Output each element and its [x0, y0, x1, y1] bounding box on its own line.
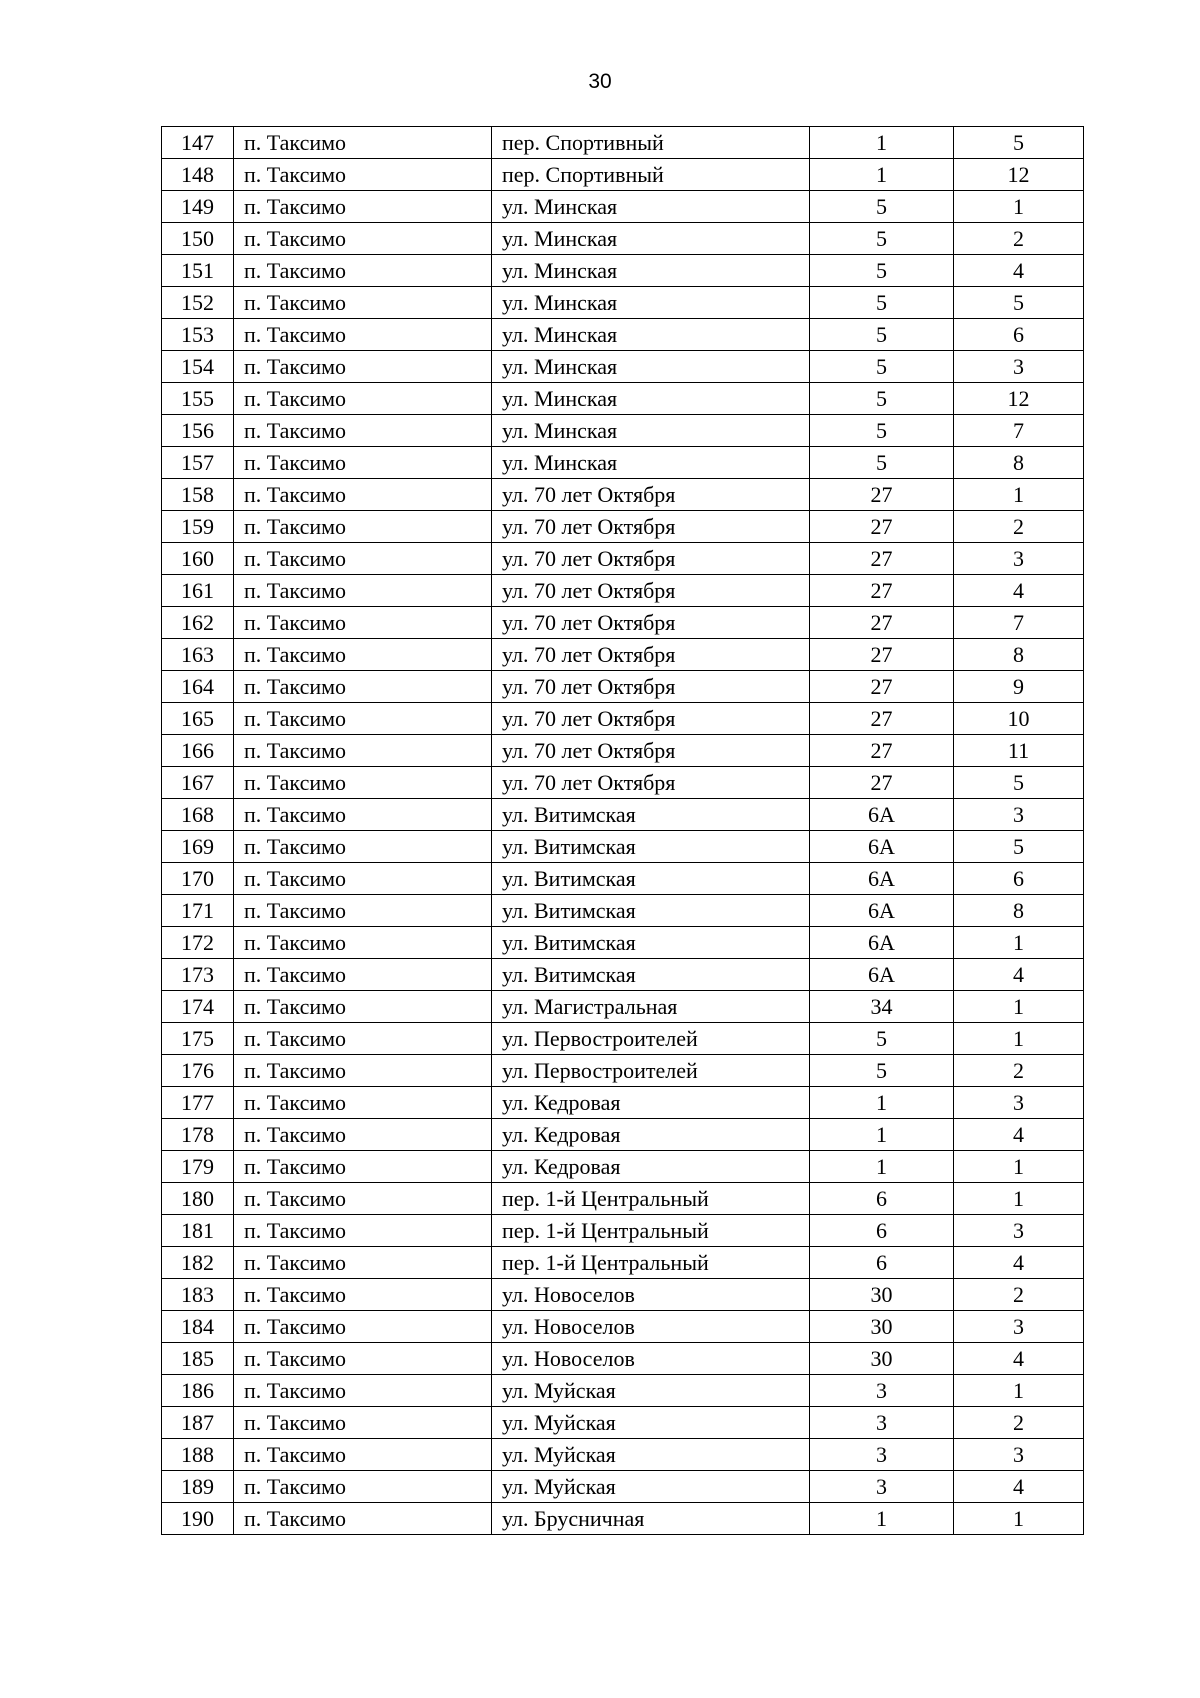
row-number-cell: 150 [162, 223, 234, 255]
settlement-cell: п. Таксимо [234, 895, 492, 927]
table-row [162, 991, 1084, 1023]
street-cell: пер. Спортивный [492, 127, 810, 159]
house-number-cell: 1 [810, 127, 954, 159]
street-cell: ул. Муйская [492, 1407, 810, 1439]
settlement-cell: п. Таксимо [234, 1279, 492, 1311]
street-cell: ул. Новоселов [492, 1343, 810, 1375]
street-cell: ул. Минская [492, 351, 810, 383]
house-number-cell: 30 [810, 1311, 954, 1343]
street-cell: пер. Спортивный [492, 159, 810, 191]
table-row [162, 1311, 1084, 1343]
apartment-number-cell: 3 [954, 1087, 1084, 1119]
table-row [162, 159, 1084, 191]
house-number-cell: 30 [810, 1343, 954, 1375]
row-number-cell: 172 [162, 927, 234, 959]
apartment-number-cell: 4 [954, 575, 1084, 607]
row-number-cell: 179 [162, 1151, 234, 1183]
settlement-cell: п. Таксимо [234, 319, 492, 351]
house-number-cell: 27 [810, 671, 954, 703]
row-number-cell: 168 [162, 799, 234, 831]
street-cell: ул. 70 лет Октября [492, 479, 810, 511]
house-number-cell: 27 [810, 575, 954, 607]
street-cell: ул. Минская [492, 191, 810, 223]
settlement-cell: п. Таксимо [234, 607, 492, 639]
table-row [162, 511, 1084, 543]
apartment-number-cell: 11 [954, 735, 1084, 767]
apartment-number-cell: 2 [954, 1055, 1084, 1087]
street-cell: пер. 1-й Центральный [492, 1247, 810, 1279]
house-number-cell: 27 [810, 703, 954, 735]
apartment-number-cell: 7 [954, 607, 1084, 639]
row-number-cell: 173 [162, 959, 234, 991]
settlement-cell: п. Таксимо [234, 703, 492, 735]
house-number-cell: 1 [810, 1503, 954, 1535]
table-row [162, 831, 1084, 863]
table-row [162, 863, 1084, 895]
house-number-cell: 5 [810, 1055, 954, 1087]
row-number-cell: 153 [162, 319, 234, 351]
table-row [162, 447, 1084, 479]
apartment-number-cell: 3 [954, 1215, 1084, 1247]
row-number-cell: 177 [162, 1087, 234, 1119]
row-number-cell: 166 [162, 735, 234, 767]
settlement-cell: п. Таксимо [234, 1471, 492, 1503]
house-number-cell: 1 [810, 159, 954, 191]
apartment-number-cell: 12 [954, 159, 1084, 191]
settlement-cell: п. Таксимо [234, 383, 492, 415]
apartment-number-cell: 4 [954, 1247, 1084, 1279]
house-number-cell: 3 [810, 1407, 954, 1439]
apartment-number-cell: 12 [954, 383, 1084, 415]
house-number-cell: 6А [810, 927, 954, 959]
row-number-cell: 158 [162, 479, 234, 511]
apartment-number-cell: 8 [954, 447, 1084, 479]
table-row [162, 127, 1084, 159]
settlement-cell: п. Таксимо [234, 159, 492, 191]
street-cell: ул. Минская [492, 447, 810, 479]
settlement-cell: п. Таксимо [234, 511, 492, 543]
row-number-cell: 189 [162, 1471, 234, 1503]
apartment-number-cell: 7 [954, 415, 1084, 447]
settlement-cell: п. Таксимо [234, 1183, 492, 1215]
table-row [162, 1343, 1084, 1375]
settlement-cell: п. Таксимо [234, 1375, 492, 1407]
table-row [162, 319, 1084, 351]
street-cell: ул. Минская [492, 287, 810, 319]
house-number-cell: 27 [810, 543, 954, 575]
settlement-cell: п. Таксимо [234, 415, 492, 447]
table-row [162, 1151, 1084, 1183]
street-cell: ул. Муйская [492, 1375, 810, 1407]
house-number-cell: 5 [810, 1023, 954, 1055]
address-table [161, 126, 1084, 1535]
street-cell: ул. Минская [492, 415, 810, 447]
settlement-cell: п. Таксимо [234, 287, 492, 319]
row-number-cell: 154 [162, 351, 234, 383]
settlement-cell: п. Таксимо [234, 1439, 492, 1471]
apartment-number-cell: 1 [954, 1503, 1084, 1535]
settlement-cell: п. Таксимо [234, 863, 492, 895]
apartment-number-cell: 2 [954, 1407, 1084, 1439]
apartment-number-cell: 6 [954, 863, 1084, 895]
settlement-cell: п. Таксимо [234, 351, 492, 383]
house-number-cell: 5 [810, 319, 954, 351]
street-cell: ул. Витимская [492, 831, 810, 863]
settlement-cell: п. Таксимо [234, 1055, 492, 1087]
settlement-cell: п. Таксимо [234, 127, 492, 159]
row-number-cell: 178 [162, 1119, 234, 1151]
street-cell: пер. 1-й Центральный [492, 1215, 810, 1247]
apartment-number-cell: 3 [954, 543, 1084, 575]
apartment-number-cell: 3 [954, 1439, 1084, 1471]
house-number-cell: 3 [810, 1439, 954, 1471]
house-number-cell: 27 [810, 607, 954, 639]
apartment-number-cell: 2 [954, 223, 1084, 255]
apartment-number-cell: 3 [954, 799, 1084, 831]
table-row [162, 543, 1084, 575]
settlement-cell: п. Таксимо [234, 543, 492, 575]
street-cell: ул. 70 лет Октября [492, 671, 810, 703]
house-number-cell: 5 [810, 447, 954, 479]
settlement-cell: п. Таксимо [234, 191, 492, 223]
apartment-number-cell: 5 [954, 127, 1084, 159]
apartment-number-cell: 4 [954, 959, 1084, 991]
table-row [162, 1087, 1084, 1119]
settlement-cell: п. Таксимо [234, 1023, 492, 1055]
table-row [162, 1407, 1084, 1439]
row-number-cell: 163 [162, 639, 234, 671]
table-row [162, 287, 1084, 319]
row-number-cell: 169 [162, 831, 234, 863]
house-number-cell: 27 [810, 767, 954, 799]
apartment-number-cell: 1 [954, 1375, 1084, 1407]
apartment-number-cell: 9 [954, 671, 1084, 703]
settlement-cell: п. Таксимо [234, 959, 492, 991]
apartment-number-cell: 1 [954, 1023, 1084, 1055]
settlement-cell: п. Таксимо [234, 1215, 492, 1247]
apartment-number-cell: 6 [954, 319, 1084, 351]
apartment-number-cell: 3 [954, 1311, 1084, 1343]
street-cell: ул. Новоселов [492, 1311, 810, 1343]
apartment-number-cell: 1 [954, 927, 1084, 959]
house-number-cell: 1 [810, 1119, 954, 1151]
row-number-cell: 148 [162, 159, 234, 191]
row-number-cell: 162 [162, 607, 234, 639]
house-number-cell: 6А [810, 959, 954, 991]
settlement-cell: п. Таксимо [234, 991, 492, 1023]
settlement-cell: п. Таксимо [234, 1119, 492, 1151]
house-number-cell: 1 [810, 1151, 954, 1183]
table-row [162, 223, 1084, 255]
house-number-cell: 6А [810, 831, 954, 863]
street-cell: ул. 70 лет Октября [492, 575, 810, 607]
apartment-number-cell: 2 [954, 511, 1084, 543]
row-number-cell: 155 [162, 383, 234, 415]
table-row [162, 1055, 1084, 1087]
settlement-cell: п. Таксимо [234, 255, 492, 287]
apartment-number-cell: 5 [954, 767, 1084, 799]
row-number-cell: 181 [162, 1215, 234, 1247]
street-cell: ул. Магистральная [492, 991, 810, 1023]
apartment-number-cell: 8 [954, 895, 1084, 927]
table-row [162, 1471, 1084, 1503]
table-row [162, 191, 1084, 223]
street-cell: ул. Новоселов [492, 1279, 810, 1311]
row-number-cell: 167 [162, 767, 234, 799]
row-number-cell: 164 [162, 671, 234, 703]
row-number-cell: 156 [162, 415, 234, 447]
row-number-cell: 187 [162, 1407, 234, 1439]
row-number-cell: 149 [162, 191, 234, 223]
settlement-cell: п. Таксимо [234, 767, 492, 799]
table-row [162, 351, 1084, 383]
street-cell: ул. 70 лет Октября [492, 767, 810, 799]
house-number-cell: 27 [810, 511, 954, 543]
row-number-cell: 184 [162, 1311, 234, 1343]
street-cell: ул. Витимская [492, 959, 810, 991]
row-number-cell: 188 [162, 1439, 234, 1471]
street-cell: ул. Муйская [492, 1439, 810, 1471]
street-cell: ул. 70 лет Октября [492, 639, 810, 671]
settlement-cell: п. Таксимо [234, 799, 492, 831]
table-row [162, 1215, 1084, 1247]
table-row [162, 415, 1084, 447]
row-number-cell: 161 [162, 575, 234, 607]
settlement-cell: п. Таксимо [234, 1503, 492, 1535]
table-row [162, 1375, 1084, 1407]
street-cell: ул. 70 лет Октября [492, 607, 810, 639]
apartment-number-cell: 3 [954, 351, 1084, 383]
settlement-cell: п. Таксимо [234, 1311, 492, 1343]
table-row [162, 639, 1084, 671]
house-number-cell: 5 [810, 223, 954, 255]
address-table-body [162, 127, 1084, 1535]
house-number-cell: 27 [810, 479, 954, 511]
table-row [162, 927, 1084, 959]
house-number-cell: 27 [810, 735, 954, 767]
row-number-cell: 185 [162, 1343, 234, 1375]
apartment-number-cell: 2 [954, 1279, 1084, 1311]
table-row [162, 895, 1084, 927]
street-cell: пер. 1-й Центральный [492, 1183, 810, 1215]
street-cell: ул. Витимская [492, 799, 810, 831]
settlement-cell: п. Таксимо [234, 735, 492, 767]
street-cell: ул. Брусничная [492, 1503, 810, 1535]
table-row [162, 255, 1084, 287]
settlement-cell: п. Таксимо [234, 1247, 492, 1279]
row-number-cell: 170 [162, 863, 234, 895]
house-number-cell: 3 [810, 1375, 954, 1407]
house-number-cell: 6А [810, 863, 954, 895]
street-cell: ул. Витимская [492, 895, 810, 927]
settlement-cell: п. Таксимо [234, 1407, 492, 1439]
house-number-cell: 6 [810, 1247, 954, 1279]
house-number-cell: 27 [810, 639, 954, 671]
street-cell: ул. Минская [492, 223, 810, 255]
house-number-cell: 5 [810, 351, 954, 383]
street-cell: ул. Кедровая [492, 1151, 810, 1183]
table-row [162, 799, 1084, 831]
apartment-number-cell: 5 [954, 287, 1084, 319]
table-row [162, 1183, 1084, 1215]
row-number-cell: 160 [162, 543, 234, 575]
street-cell: ул. Первостроителей [492, 1023, 810, 1055]
row-number-cell: 151 [162, 255, 234, 287]
row-number-cell: 147 [162, 127, 234, 159]
street-cell: ул. Муйская [492, 1471, 810, 1503]
apartment-number-cell: 4 [954, 1119, 1084, 1151]
settlement-cell: п. Таксимо [234, 639, 492, 671]
row-number-cell: 180 [162, 1183, 234, 1215]
house-number-cell: 30 [810, 1279, 954, 1311]
house-number-cell: 5 [810, 287, 954, 319]
street-cell: ул. 70 лет Октября [492, 511, 810, 543]
row-number-cell: 186 [162, 1375, 234, 1407]
row-number-cell: 190 [162, 1503, 234, 1535]
apartment-number-cell: 1 [954, 479, 1084, 511]
row-number-cell: 175 [162, 1023, 234, 1055]
house-number-cell: 5 [810, 383, 954, 415]
house-number-cell: 6А [810, 799, 954, 831]
table-row [162, 1247, 1084, 1279]
row-number-cell: 176 [162, 1055, 234, 1087]
table-row [162, 1439, 1084, 1471]
street-cell: ул. Витимская [492, 863, 810, 895]
house-number-cell: 6 [810, 1183, 954, 1215]
table-row [162, 959, 1084, 991]
house-number-cell: 1 [810, 1087, 954, 1119]
apartment-number-cell: 8 [954, 639, 1084, 671]
house-number-cell: 3 [810, 1471, 954, 1503]
apartment-number-cell: 1 [954, 191, 1084, 223]
table-row [162, 1279, 1084, 1311]
row-number-cell: 171 [162, 895, 234, 927]
apartment-number-cell: 10 [954, 703, 1084, 735]
house-number-cell: 5 [810, 415, 954, 447]
street-cell: ул. 70 лет Октября [492, 735, 810, 767]
apartment-number-cell: 1 [954, 991, 1084, 1023]
apartment-number-cell: 4 [954, 1471, 1084, 1503]
row-number-cell: 152 [162, 287, 234, 319]
street-cell: ул. Витимская [492, 927, 810, 959]
street-cell: ул. Минская [492, 255, 810, 287]
apartment-number-cell: 1 [954, 1151, 1084, 1183]
settlement-cell: п. Таксимо [234, 479, 492, 511]
table-row [162, 703, 1084, 735]
table-row [162, 607, 1084, 639]
table-row [162, 1503, 1084, 1535]
street-cell: ул. Кедровая [492, 1087, 810, 1119]
apartment-number-cell: 4 [954, 1343, 1084, 1375]
settlement-cell: п. Таксимо [234, 671, 492, 703]
apartment-number-cell: 1 [954, 1183, 1084, 1215]
table-row [162, 479, 1084, 511]
settlement-cell: п. Таксимо [234, 575, 492, 607]
table-row [162, 767, 1084, 799]
settlement-cell: п. Таксимо [234, 927, 492, 959]
table-row [162, 383, 1084, 415]
apartment-number-cell: 5 [954, 831, 1084, 863]
street-cell: ул. Минская [492, 319, 810, 351]
street-cell: ул. 70 лет Октября [492, 543, 810, 575]
row-number-cell: 174 [162, 991, 234, 1023]
row-number-cell: 183 [162, 1279, 234, 1311]
table-row [162, 1119, 1084, 1151]
row-number-cell: 159 [162, 511, 234, 543]
street-cell: ул. Минская [492, 383, 810, 415]
settlement-cell: п. Таксимо [234, 831, 492, 863]
table-row [162, 735, 1084, 767]
settlement-cell: п. Таксимо [234, 447, 492, 479]
street-cell: ул. Кедровая [492, 1119, 810, 1151]
table-row [162, 671, 1084, 703]
table-row [162, 1023, 1084, 1055]
settlement-cell: п. Таксимо [234, 1151, 492, 1183]
house-number-cell: 5 [810, 191, 954, 223]
house-number-cell: 6 [810, 1215, 954, 1247]
settlement-cell: п. Таксимо [234, 223, 492, 255]
settlement-cell: п. Таксимо [234, 1087, 492, 1119]
street-cell: ул. Первостроителей [492, 1055, 810, 1087]
row-number-cell: 182 [162, 1247, 234, 1279]
street-cell: ул. 70 лет Октября [492, 703, 810, 735]
table-row [162, 575, 1084, 607]
house-number-cell: 5 [810, 255, 954, 287]
row-number-cell: 157 [162, 447, 234, 479]
settlement-cell: п. Таксимо [234, 1343, 492, 1375]
page-number: 30 [588, 70, 612, 93]
house-number-cell: 6А [810, 895, 954, 927]
row-number-cell: 165 [162, 703, 234, 735]
house-number-cell: 34 [810, 991, 954, 1023]
apartment-number-cell: 4 [954, 255, 1084, 287]
